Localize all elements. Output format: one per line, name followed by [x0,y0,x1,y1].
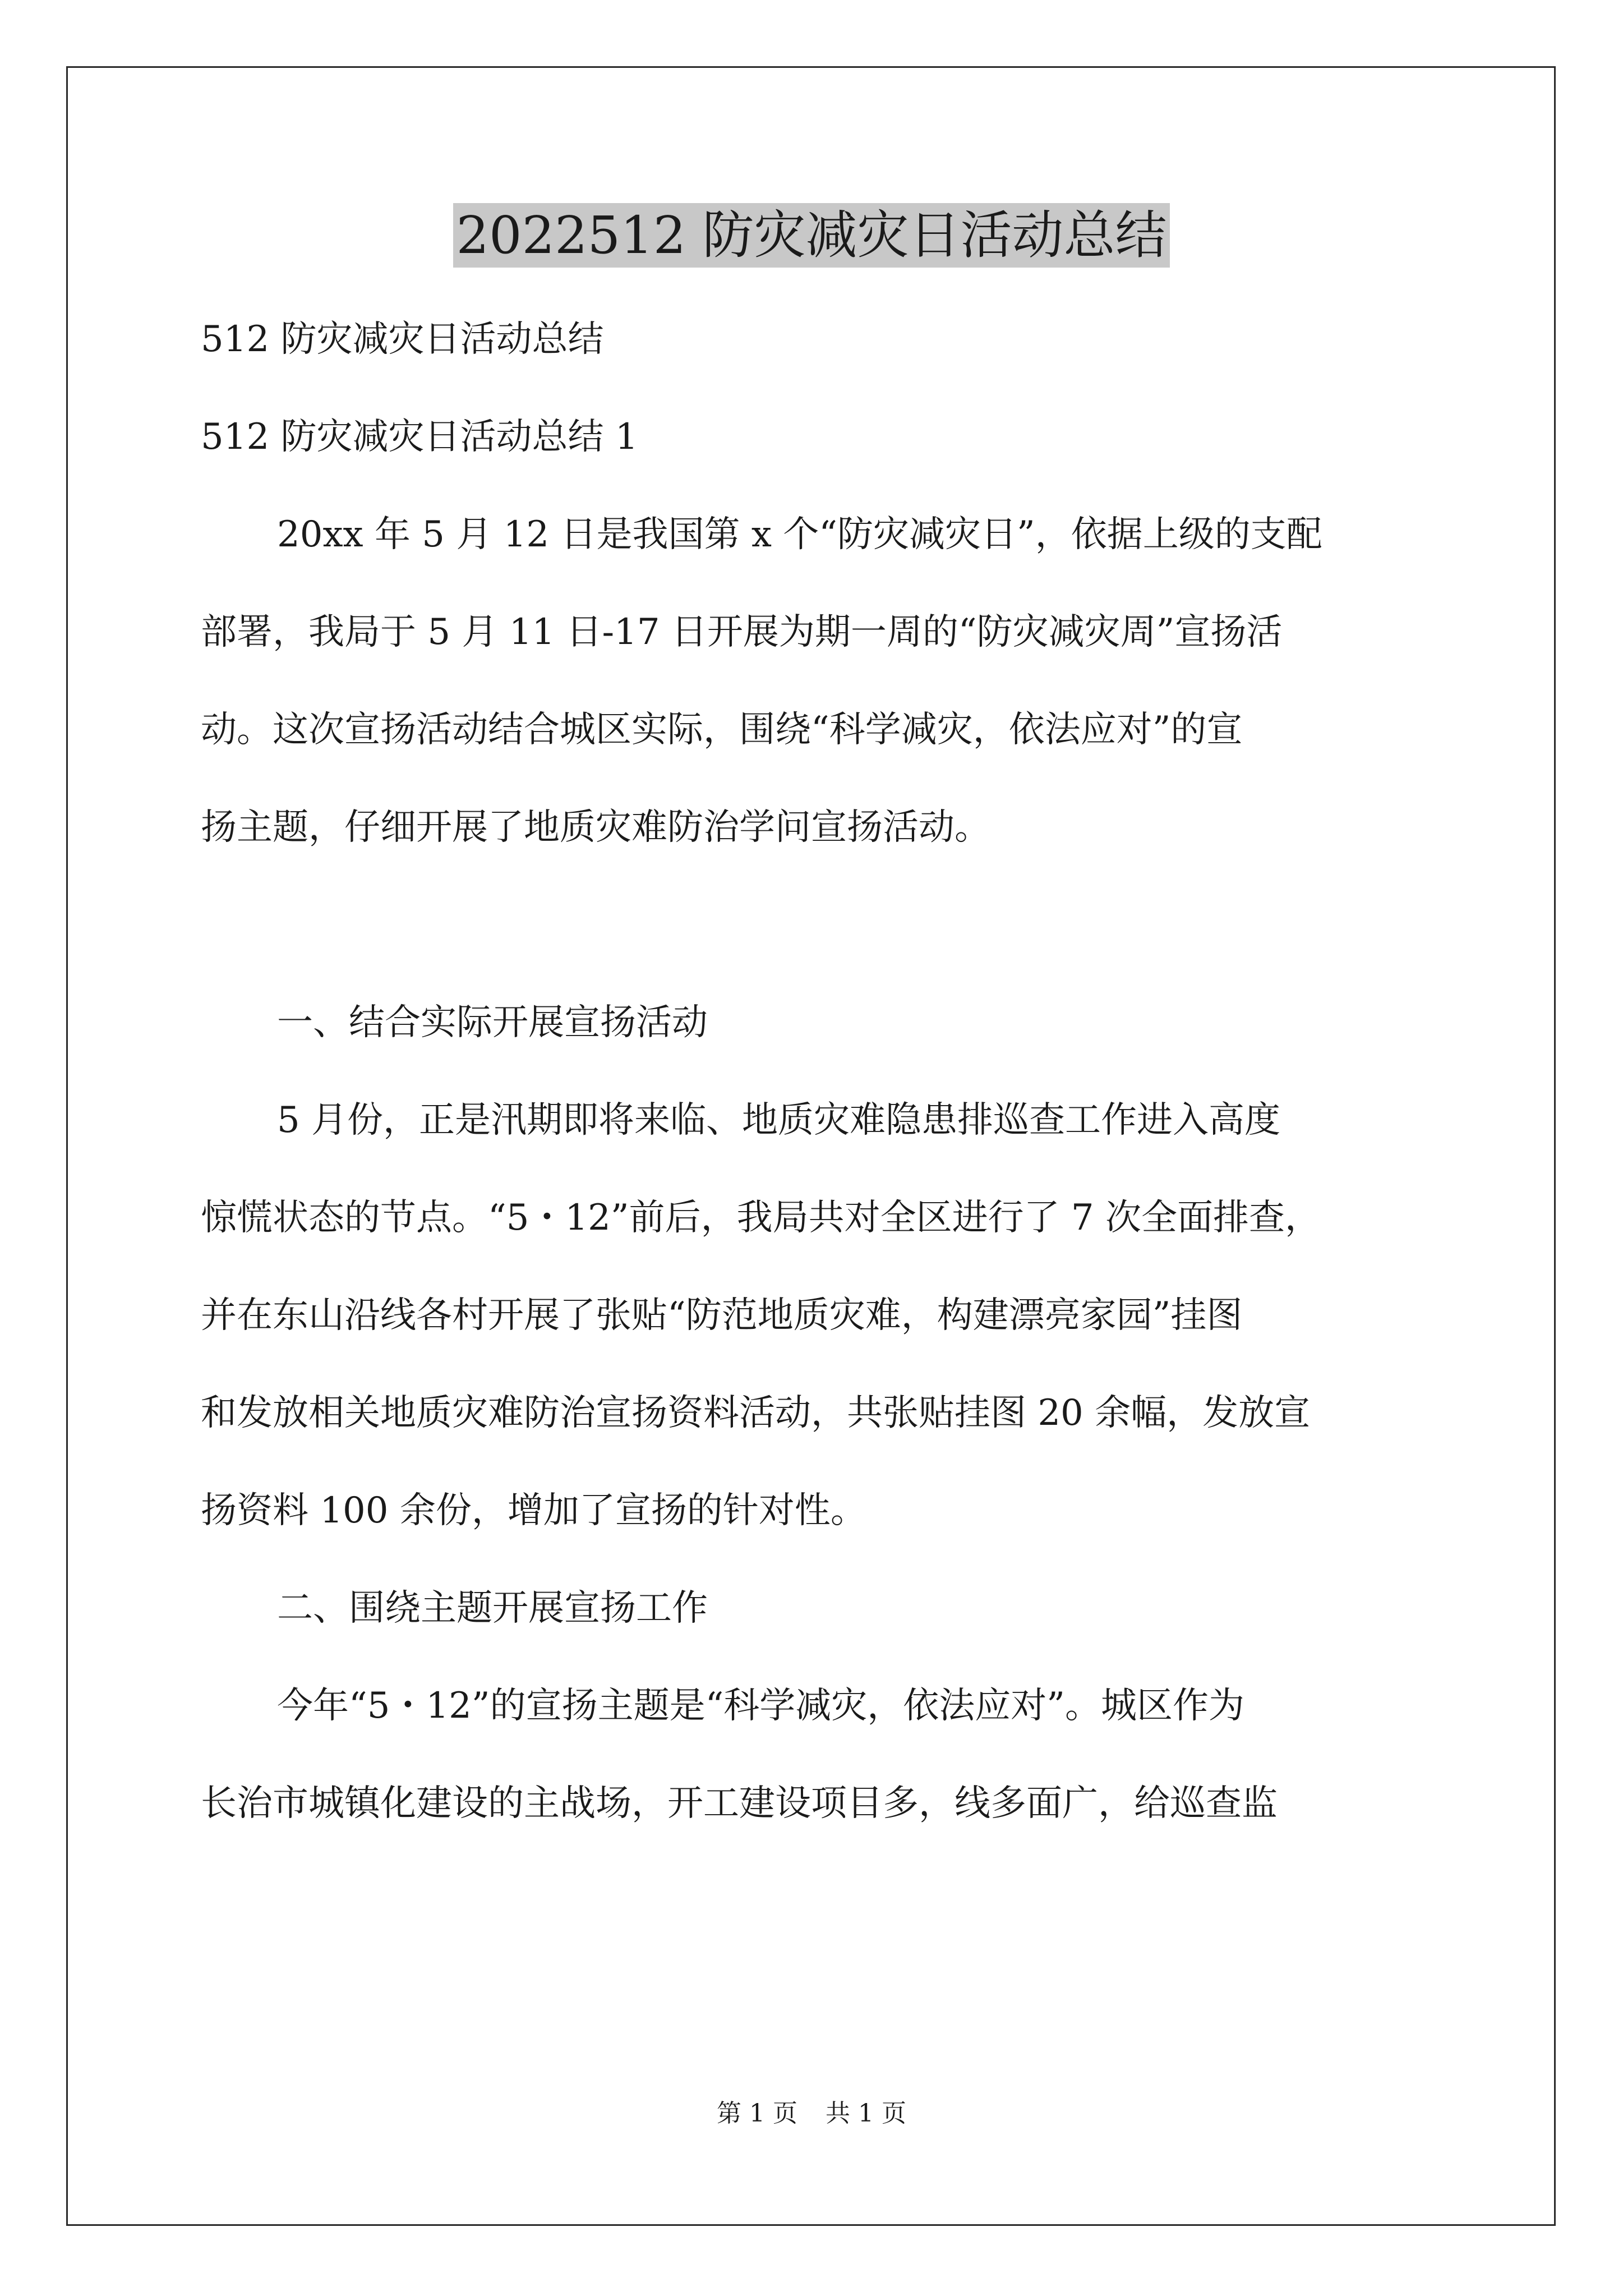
paragraph-line: 扬资料 100 余份，增加了宣扬的针对性。 [201,1490,866,1531]
paragraph-line: 动。这次宣扬活动结合城区实际，围绕“科学减灾，依法应对”的宣 [201,709,1243,751]
page-footer [0,2097,1623,2131]
section-title: 512 防灾减灾日活动总结 1 [201,416,638,458]
document-title-text: 2022512 防灾减灾日活动总结 [453,203,1170,268]
paragraph-line: 20xx 年 5 月 12 日是我国第 x 个“防灾减灾日”，依据上级的支配 [277,514,1322,555]
paragraph-line: 长治市城镇化建设的主战场，开工建设项目多，线多面广，给巡查监 [201,1783,1278,1824]
paragraph-line: 惊慌状态的节点。“5・12”前后，我局共对全区进行了 7 次全面排查， [201,1197,1321,1239]
paragraph-line: 今年“5・12”的宣扬主题是“科学减灾，依法应对”。城区作为 [277,1685,1245,1727]
paragraph-line: 部署，我局于 5 月 11 日-17 日开展为期一周的“防灾减灾周”宣扬活 [201,611,1283,653]
paragraph-line: 并在东山沿线各村开展了张贴“防范地质灾难，构建漂亮家园”挂图 [201,1295,1243,1336]
section-heading: 一、结合实际开展宣扬活动 [277,1002,708,1043]
document-subtitle: 512 防灾减灾日活动总结 [201,319,604,360]
document-title [0,199,1623,272]
page-number: 第 1 页 [717,2099,797,2128]
paragraph-line: 5 月份，正是汛期即将来临、地质灾难隐患排巡查工作进入高度 [277,1099,1281,1141]
page-total: 共 1 页 [826,2099,906,2128]
paragraph-line: 和发放相关地质灾难防治宣扬资料活动，共张贴挂图 20 余幅，发放宣 [201,1392,1311,1434]
section-heading: 二、围绕主题开展宣扬工作 [277,1588,708,1629]
paragraph-line: 扬主题，仔细开展了地质灾难防治学问宣扬活动。 [201,807,990,848]
